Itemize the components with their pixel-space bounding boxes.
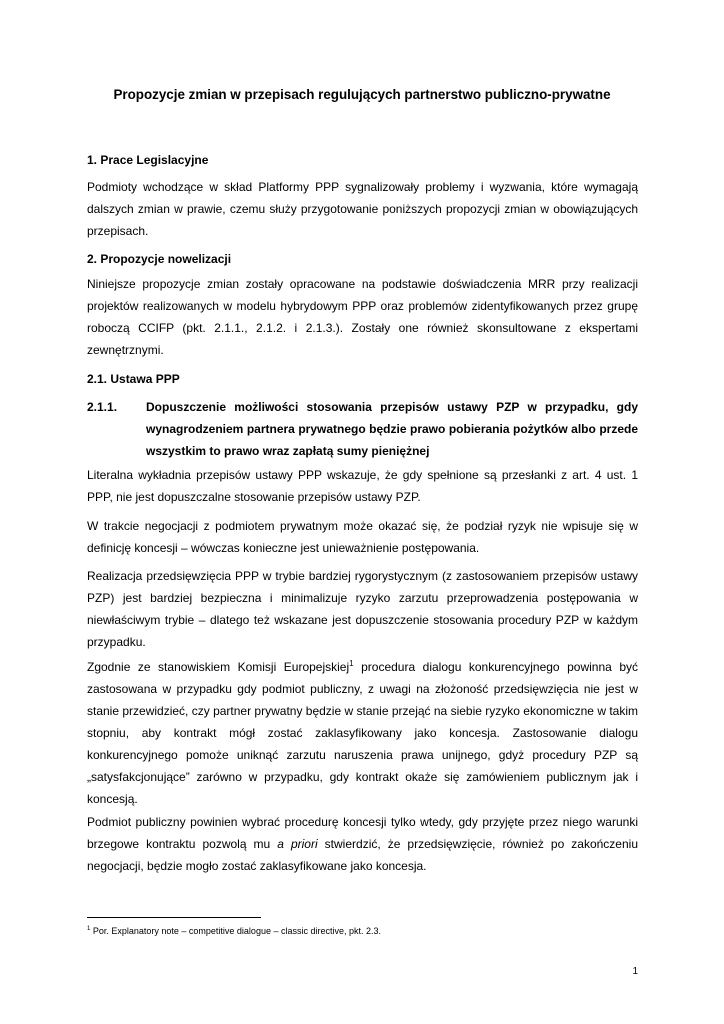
section-1-heading: 1. Prace Legislacyjne [87, 153, 209, 167]
paragraph-negotiations: W trakcie negocjacji z podmiotem prywatnym może okazać się, że podział ryzyk nie wpisuje się w definicję koncesji – wówczas konieczne jest unieważnienie postępowania. [87, 519, 638, 555]
footnote-reference: 1 [349, 659, 354, 668]
paragraph-commission-position [87, 656, 638, 810]
paragraph-concession-text-end: stwierdzić, że przedsięwzięcie, również po zakończeniu negocjacji, będzie mogło zostać zaklasyfikowane jako koncesja. [87, 837, 638, 873]
footnote-separator [87, 917, 261, 918]
italic-a-priori: a priori [277, 837, 318, 851]
page-number: 1 [632, 966, 638, 977]
section-2-1-1-heading: Dopuszczenie możliwości stosowania przepisów ustawy PZP w przypadku, gdy wynagrodzeniem partnera prywatnego będzie prawo pobierania pożytków albo przede wszystkim to prawo wraz zapłatą sumy pieniężnej [146, 400, 638, 458]
paragraph-concession-text-start: Podmiot publiczny powinien wybrać procedurę koncesji tylko wtedy, gdy przyjęte przez niego warunki brzegowe kontraktu pozwolą mu [87, 815, 638, 851]
section-2-1-1-number: 2.1.1. [87, 400, 118, 414]
footnote [87, 926, 381, 936]
section-1-paragraph: Podmioty wchodzące w skład Platformy PPP sygnalizowały problemy i wyzwania, które wymagają dalszych zmian w prawie, czemu służy przygotowanie poniższych propozycji zmian w obowiązujących przepisach. [87, 180, 638, 238]
document-title: Propozycje zmian w przepisach regulujących partnerstwo publiczno-prywatne [113, 87, 611, 102]
paragraph-commission-text-end: procedura dialogu konkurencyjnego powinna być zastosowana w przypadku gdy podmiot publiczny, z uwagi na złożoność przedsięwzięcia nie jest w stanie przewidzieć, czy partner prywatny będzie w stanie przejąć na siebie ryzyko ekonomiczne w takim stopniu, aby kontrakt mógł zostać zaklasyfikowany jako koncesja. Zastosowanie dialogu konkurencyjnego pomoże uniknąć zarzutu naruszenia prawa unijnego, gdyż procedury PZP są „satysfakcjonujące” zarówno w przypadku, gdy kontrakt okaże się zamówieniem publicznym jak i koncesją. [87, 660, 639, 806]
paragraph-concession-procedure [87, 811, 638, 877]
footnote-marker: 1 [87, 926, 91, 932]
section-2-heading: 2. Propozycje nowelizacji [87, 252, 232, 266]
paragraph-literal-interpretation: Literalna wykładnia przepisów ustawy PPP wskazuje, że gdy spełnione są przesłanki z art. 4 ust. 1 PPP, nie jest dopuszczalne stosowanie przepisów ustawy PZP. [87, 468, 638, 504]
section-2-paragraph: Niniejsze propozycje zmian zostały opracowane na podstawie doświadczenia MRR przy realizacji projektów realizowanych w modelu hybrydowym PPP oraz problemów zidentyfikowanych przez grupę roboczą CCIFP (pkt. 2.1.1., 2.1.2. i 2.1.3.). Zostały one również skonsultowane z ekspertami zewnętrznymi. [87, 277, 638, 357]
paragraph-commission-text-start: Zgodnie ze stanowiskiem Komisji Europejskiej [87, 660, 350, 674]
section-2-1-heading: 2.1. Ustawa PPP [87, 372, 180, 386]
paragraph-implementation: Realizacja przedsięwzięcia PPP w trybie bardziej rygorystycznym (z zastosowaniem przepisów ustawy PZP) jest bardziej bezpieczna i minimalizuje ryzyko zarzutu przeprowadzenia postępowania w niewłaściwym trybie – dlatego też wskazane jest dopuszczenie stosowania procedury PZP w każdym przypadku. [87, 569, 638, 649]
footnote-text: Por. Explanatory note – competitive dialogue – classic directive, pkt. 2.3. [90, 926, 381, 936]
